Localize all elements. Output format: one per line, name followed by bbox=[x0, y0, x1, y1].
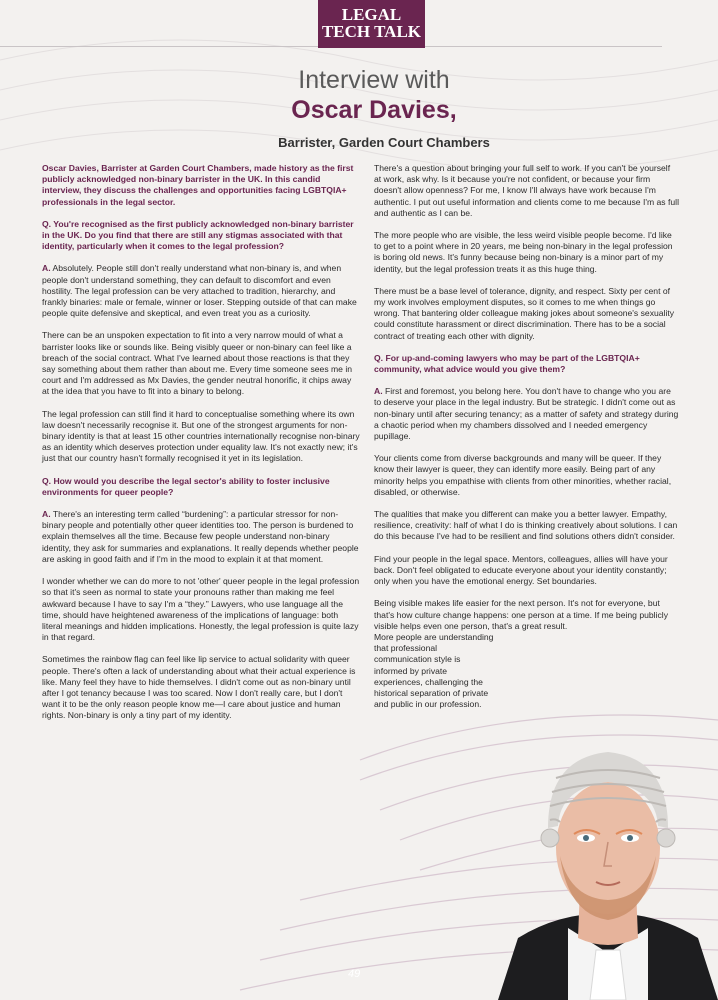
title-name: Oscar Davies, bbox=[291, 96, 457, 124]
right-paragraph-2: The more people who are visible, the less weird visible people become. I'd like to get to a point where in 20 years, me being non-binary in the legal profession is boring old news. It's funny because being non-binary is a minor part of my identity, but the legal profession treats it as this huge thing. bbox=[374, 230, 673, 274]
page-number: 49 bbox=[348, 968, 361, 980]
title-line-1: Interview with bbox=[298, 66, 450, 94]
answer-3-paragraph-4: Find your people in the legal space. Mentors, colleagues, allies will have your back. Don't feel obligated to educate everyone about your identity constantly; only when you have the emotional energy. Set boundaries. bbox=[374, 553, 668, 587]
answer-3-paragraph-3: The qualities that make you different can make you a better lawyer. Empathy, resilience, creativity: half of what I do is thinking creatively about solutions. I can do this because I've had to be resilient and find solutions others didn't consider. bbox=[374, 509, 678, 542]
answer-3-text: First and foremost, you belong here. You don't have to change who you are to deserve your place in the legal industry. But be strategic. I didn't come out as non-binary until after securing tenancy; as a matter of safety and strategy during a chaotic period when my chambers dissolved and I needed emergency pupillage. bbox=[374, 386, 679, 442]
answer-2-paragraph-3: Sometimes the rainbow flag can feel like lip service to actual solidarity with queer people. There's often a lack of understanding about what their actual experience is like. Many feel they have to hide themselves. I didn't come out as non-binary until after I got tenancy because I was too scared. Now I don't really care, but I don't want it to be the only reason people know me—I care about justice and human rights. Non-binary is only a tiny part of my identity. bbox=[42, 654, 356, 721]
section-badge bbox=[318, 0, 425, 48]
article-heading bbox=[0, 66, 718, 150]
title-subtitle: Barrister, Garden Court Chambers bbox=[278, 135, 490, 150]
answer-1-text: Absolutely. People still don't really understand what non-binary is, and when people don't understand something, they can default to discomfort and even hostility. The legal profession can be very attached to tradition, hierarchy, and frankly binaries: male or female, winner or loser. Stepping outside of that can make people quite defensive and skeptical, and even treat you as a curiosity. bbox=[42, 263, 357, 319]
question-2: Q. How would you describe the legal sector's ability to foster inclusive environments for queer people? bbox=[42, 475, 330, 497]
answer-3-paragraph-1 bbox=[374, 386, 679, 442]
right-paragraph-3: There must be a base level of tolerance, dignity, and respect. Sixty per cent of my work involves employment disputes, so it comes to me when things go wrong. That bantering older colleague making jokes about someone's sexuality could constitute harassment or direct discrimination. There has to be a social contract of treating each other with dignity. bbox=[374, 285, 675, 341]
portrait-photo bbox=[498, 738, 718, 1000]
answer-3-paragraph-2: Your clients come from diverse backgrounds and many will be queer. If they know their lawyer is queer, they can identify more easily. Being part of any minority helps you empathise with clients from other minorities, whether racial, disabled, or otherwise. bbox=[374, 453, 672, 497]
left-column bbox=[42, 163, 360, 733]
intro-paragraph: Oscar Davies, Barrister at Garden Court Chambers, made history as the first publicly acknowledged non-binary barrister in the UK. In this candid interview, they discuss the challenges and opportunities facing LGBTQIA+ professionals in the legal sector. bbox=[42, 163, 354, 207]
answer-3-paragraph-5-continued: More people are understanding that professional communication style is informed by private experiences, challenging the historical separation of private and public in our profession. bbox=[374, 631, 494, 710]
answer-label: A. bbox=[374, 386, 383, 397]
answer-1-paragraph-1 bbox=[42, 263, 360, 319]
answer-2-text: There's an interesting term called “burdening”: a particular stressor for non-binary people and potentially other queer identities too. The person is burdened to explain themselves all the time. Because few people understand non-binary identity, they ask for summaries and explanations. It really depends whether people are asking in good faith and if I'm in the mood to explain it at that moment. bbox=[42, 509, 359, 564]
answer-3-paragraph-5: Being visible makes life easier for the next person. It's not for everyone, but that's how culture change happens: one person at a time. If me being publicly visible helps even one person, that's a great result. bbox=[374, 598, 669, 631]
right-column bbox=[374, 163, 679, 721]
answer-2-paragraph-2: I wonder whether we can do more to not 'other' queer people in the legal profession so that it's seen as normal to state your pronouns rather than making me feel awkward because I have to say I'm a “they.” Lawyers, who use language all the time, should have heightened awareness of the implications of language: both literal meanings and hidden implications. Honestly, the legal profession is quite lazy in that regard. bbox=[42, 576, 360, 643]
answer-2-paragraph-1 bbox=[42, 509, 360, 565]
badge-line-2: TECH TALK bbox=[321, 22, 422, 41]
badge-line-1: LEGAL bbox=[341, 5, 402, 24]
answer-1-paragraph-2: There can be an unspoken expectation to fit into a very narrow mould of what a barrister looks like or sounds like. Being visibly queer or non-binary can feel like a breach of the social contract. What I've learned about those reactions is that they say something about them rather than about me. Every time someone sees me in court and I'm addressed as Mx Davies, the gender neutral honorific, it chips away at the idea that you have to fit into a binary to belong. bbox=[42, 330, 353, 397]
answer-label: A. bbox=[42, 263, 51, 274]
answer-1-paragraph-3: The legal profession can still find it hard to conceptualise something where its own law doesn't necessarily recognise it. But one of the strongest arguments for non-binary identity is that at least 15 other countries internationally recognise non-binary as an identity which deserves protection under equality law. It's not exactly new; it's just that our country hasn't formally recognised it yet in its legislation. bbox=[42, 408, 360, 464]
answer-label: A. bbox=[42, 509, 51, 520]
right-paragraph-1: There's a question about bringing your full self to work. If you can't be yourself at work, ask why. Is it because you're not confident, or because your firm doesn't allow openness? For me, I know I'll always have work because I'm authentic. I put out useful information and clients come to me because I'm as full and authentic as I can be. bbox=[374, 163, 679, 218]
question-1: Q. You're recognised as the first publicly acknowledged non-binary barrister in the UK. Do you find that there are still any stigmas associated with that identity, particularly when it comes to the legal profession? bbox=[42, 218, 354, 252]
question-3: Q. For up-and-coming lawyers who may be part of the LGBTQIA+ community, what advice would you give them? bbox=[374, 352, 640, 375]
